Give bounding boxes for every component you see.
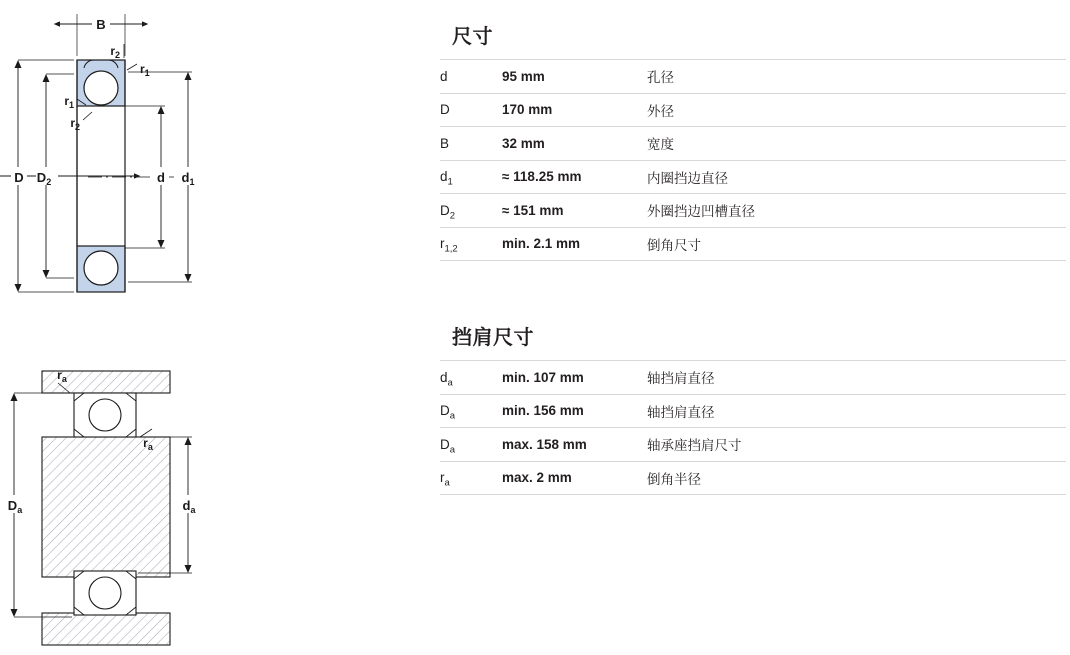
bearing-cross-section-diagram	[0, 0, 430, 330]
symbol-text: B	[440, 135, 450, 151]
section-abutment-dimensions	[440, 321, 1066, 495]
table-row	[440, 361, 1066, 395]
abutment-table	[440, 360, 1066, 495]
label-Da: $D_a$	[7, 498, 23, 515]
label-r1-left: $r_1$	[64, 94, 74, 110]
table-row	[440, 60, 1066, 94]
row-symbol	[440, 361, 502, 395]
label-r1-right: $r_1$	[140, 62, 150, 78]
symbol-text: d	[440, 369, 448, 385]
row-symbol	[440, 93, 502, 127]
symbol-text: D	[440, 102, 450, 118]
label-ra-upper: $r_a$	[57, 368, 67, 384]
symbol-text: D	[440, 202, 450, 218]
row-description: 轴承座挡肩尺寸	[647, 428, 1066, 462]
table-row	[440, 160, 1066, 194]
row-symbol	[440, 227, 502, 261]
row-description: 外圈挡边凹槽直径	[647, 194, 1066, 228]
label-d1: $d_1$	[181, 170, 195, 187]
section-dimensions	[440, 20, 1066, 261]
row-description: 内圈挡边直径	[647, 160, 1066, 194]
diagram-column	[0, 0, 430, 655]
symbol-text: D	[440, 436, 450, 452]
symbol-subscript: 1	[447, 176, 453, 188]
table-row	[440, 461, 1066, 495]
symbol-subscript: 1,2	[444, 243, 458, 255]
label-D: D	[14, 170, 24, 185]
row-value: min. 2.1 mm	[502, 227, 647, 261]
table-row	[440, 227, 1066, 261]
symbol-text: d	[440, 68, 448, 84]
section-title-abutment: 挡肩尺寸	[452, 327, 534, 349]
row-value: ≈ 118.25 mm	[502, 160, 647, 194]
symbol-subscript: 2	[449, 210, 456, 222]
row-symbol	[440, 160, 502, 194]
row-value: min. 156 mm	[502, 394, 647, 428]
bearing-abutment-diagram	[0, 355, 430, 655]
table-row	[440, 194, 1066, 228]
row-description: 宽度	[647, 127, 1066, 161]
row-description: 外径	[647, 93, 1066, 127]
row-value: ≈ 151 mm	[502, 194, 647, 228]
row-symbol	[440, 394, 502, 428]
label-ra-right: $r_a$	[143, 436, 153, 452]
label-r2-left: $r_2$	[70, 116, 80, 132]
label-B: B	[96, 17, 106, 32]
symbol-text: r	[440, 236, 445, 252]
table-row	[440, 127, 1066, 161]
symbol-subscript: a	[449, 410, 456, 422]
label-da: $d_a$	[182, 498, 196, 515]
row-description: 轴挡肩直径	[647, 394, 1066, 428]
row-value: min. 107 mm	[502, 361, 647, 395]
row-value: max. 158 mm	[502, 428, 647, 462]
label-r2-top: $r_2$	[110, 44, 120, 60]
row-value: 95 mm	[502, 60, 647, 94]
row-value: 32 mm	[502, 127, 647, 161]
section-title-dimensions: 尺寸	[452, 26, 493, 48]
row-value: max. 2 mm	[502, 461, 647, 495]
row-symbol	[440, 461, 502, 495]
specification-tables	[440, 0, 1070, 495]
symbol-text: D	[440, 403, 450, 419]
row-value: 170 mm	[502, 93, 647, 127]
row-description: 轴挡肩直径	[647, 361, 1066, 395]
table-row	[440, 93, 1066, 127]
row-symbol	[440, 60, 502, 94]
table-row	[440, 394, 1066, 428]
symbol-subscript: a	[449, 444, 456, 456]
row-description: 倒角尺寸	[647, 227, 1066, 261]
row-description: 倒角半径	[647, 461, 1066, 495]
label-d: d	[157, 170, 165, 185]
row-symbol	[440, 194, 502, 228]
symbol-subscript: a	[444, 477, 450, 489]
row-symbol	[440, 127, 502, 161]
row-symbol	[440, 428, 502, 462]
symbol-text: d	[440, 169, 448, 185]
table-row	[440, 428, 1066, 462]
dimensions-table	[440, 59, 1066, 261]
symbol-text: r	[440, 470, 445, 486]
row-description: 孔径	[647, 60, 1066, 94]
label-D2: $D_2$	[36, 170, 52, 187]
symbol-subscript: a	[447, 377, 453, 389]
